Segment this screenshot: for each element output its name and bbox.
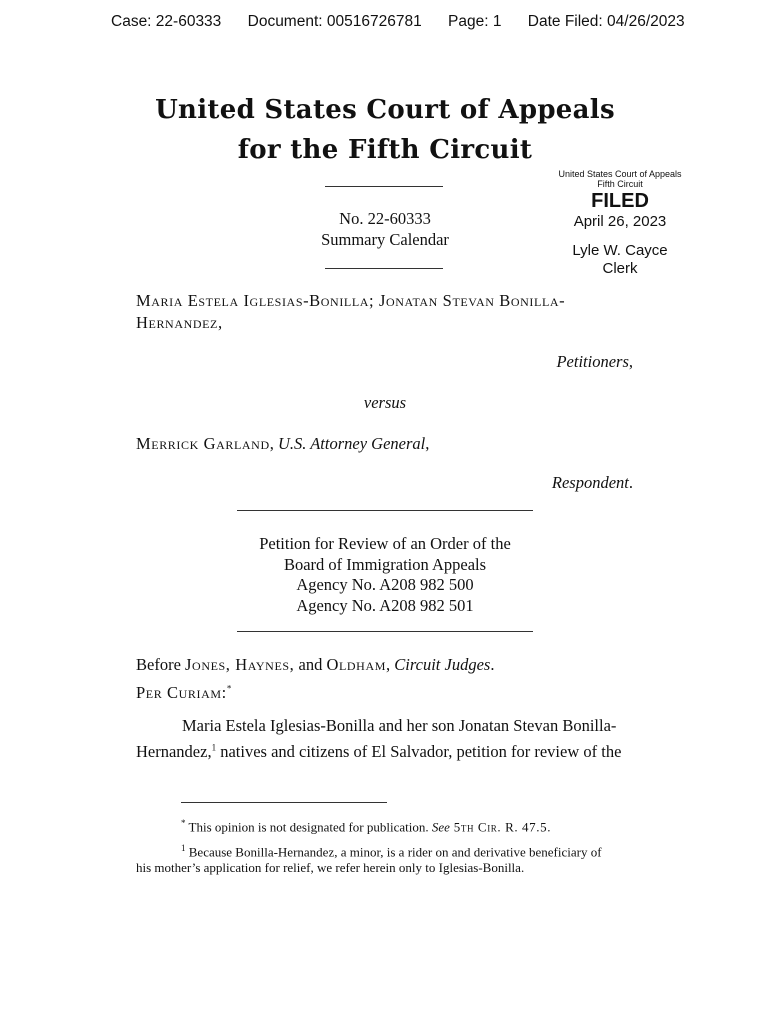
stamp-clerk-name: Lyle W. Cayce <box>572 242 668 259</box>
stamp-filed: FILED <box>591 190 649 212</box>
case-number-header: Case: 22-60333 <box>111 13 222 30</box>
page-number-header: Page: 1 <box>448 13 502 30</box>
footnote-star: * This opinion is not designated for publication. See 5th Cir. R. 47.5. <box>181 818 552 835</box>
stamp-court: United States Court of Appeals <box>558 169 682 179</box>
divider <box>325 268 443 269</box>
document-number-header: Document: 00516726781 <box>247 13 422 30</box>
per-curiam: Per Curiam:* <box>136 683 232 702</box>
stamp-clerk-title: Clerk <box>602 260 638 277</box>
judges-line: Before Jones, Haynes, and Oldham, Circuit Judges. <box>136 655 495 674</box>
petitioners-names-line1: Maria Estela Iglesias-Bonilla; Jonatan Stevan Bonilla- <box>136 291 566 310</box>
stamp-date: April 26, 2023 <box>573 213 667 230</box>
footnote-1-line2: his mother’s application for relief, we refer herein only to Iglesias-Bonilla. <box>136 860 525 875</box>
divider <box>237 510 533 511</box>
divider <box>325 186 443 187</box>
document-header <box>111 13 707 31</box>
court-title-line2: for the Fifth Circuit <box>237 135 533 165</box>
respondent-label: Respondent. <box>551 473 633 492</box>
date-filed-header: Date Filed: 04/26/2023 <box>527 13 685 30</box>
footnote-1-line1: $^1$ Because Bonilla-Hernandez, a minor, is a rider on and derivative beneficiary of <box>181 843 602 860</box>
calendar-type: Summary Calendar <box>321 230 449 249</box>
footnote-divider <box>181 802 387 803</box>
case-number: No. 22-60333 <box>339 209 431 228</box>
stamp-circuit: Fifth Circuit <box>597 179 643 189</box>
petitioners-label: Petitioners, <box>556 352 633 371</box>
agency-number-2: Agency No. A208 982 501 <box>296 596 474 615</box>
body-line1: Maria Estela Iglesias-Bonilla and her son Jonatan Stevan Bonilla- <box>182 716 617 735</box>
body-line2: Hernandez,$^1$ natives and citizens of El Salvador, petition for review of the <box>136 742 622 761</box>
respondent: Merrick Garland, U.S. Attorney General, <box>136 434 430 453</box>
respondent-title: U.S. Attorney General <box>277 434 426 453</box>
agency-number-1: Agency No. A208 982 500 <box>296 575 474 594</box>
respondent-name: Merrick Garland <box>136 434 270 453</box>
petition-line1: Petition for Review of an Order of the <box>259 534 511 553</box>
petitioners-names-line2: Hernandez, <box>136 313 223 332</box>
court-title-line1: United States Court of Appeals <box>155 95 615 125</box>
versus: versus <box>363 393 407 412</box>
petition-line2: Board of Immigration Appeals <box>283 555 487 574</box>
divider <box>237 631 533 632</box>
